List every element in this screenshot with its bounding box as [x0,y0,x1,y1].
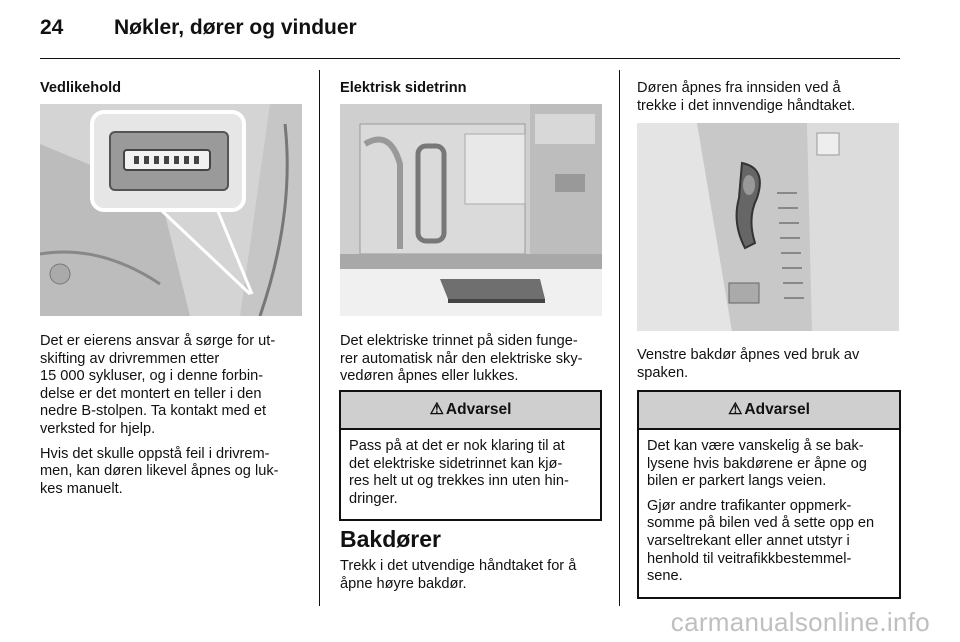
heading-vedlikehold: Vedlikehold [40,80,122,96]
figure-belt-counter [40,104,302,316]
warning-box-step [339,390,602,521]
column-divider-2 [619,70,620,606]
paragraph-belt-replacement: Det er eierens ansvar å sørge for ut- skifting av drivremmen etter 15 000 sykluser, og i denne forbin- delse er det montert en teller i den nedre B-stolpen. Ta kontakt med et verksted for hjelp. [40,333,276,437]
page-number: 24 [40,16,64,39]
page-title: Nøkler, dører og vinduer [114,16,357,39]
column-3-text [637,347,901,389]
warning-header: ⚠ Advarsel [341,392,600,430]
paragraph-electric-step: Det elektriske trinnet på siden funge- rer automatisk når den elektriske sky- vedøren åpnes eller lukkes. [340,333,583,385]
warning-body: Pass på at det er nok klaring til at det elektriske sidetrinnet kan kjø- res helt ut og trekkes inn uten hin- dringer. [349,438,569,507]
column-2-text [340,333,602,393]
warning-body: Det kan være vanskelig å se bak- lysene hvis bakdørene er åpne og bilen er parkert langs veien. Gjør andre trafikanter oppmerk- somme på bilen ved å sette opp en varseltrekant eller annet utstyr i henhold til veitrafikkbestemmel- sene. [647,438,875,585]
paragraph-left-door-lever: Venstre bakdør åpnes ved bruk av spaken. [637,347,860,381]
paragraph-belt-fault: Hvis det skulle oppstå feil i drivrem- men, kan døren likevel åpnes og luk- kes manuelt. [40,445,279,497]
header-rule [40,58,900,59]
column-3 [637,80,901,122]
warning-header: ⚠ Advarsel [639,392,899,430]
paragraph-rear-door: Trekk i det utvendige håndtaket for å åpne høyre bakdør. [340,558,577,592]
paragraph-inside-handle: Døren åpnes fra innsiden ved å trekke i det innvendige håndtaket. [637,80,856,114]
column-2 [340,80,602,98]
warning-triangle-icon: ⚠ [728,401,743,418]
heading-elektrisk-sidetrinn: Elektrisk sidetrinn [340,80,467,96]
figure-rear-door-lever [637,123,899,331]
column-divider-1 [319,70,320,606]
section-heading-bakdorer: Bakdører [340,526,441,552]
warning-box-rear-lights [637,390,901,599]
column-1 [40,80,304,98]
figure-electric-step [340,104,602,316]
column-1-text [40,333,304,505]
warning-triangle-icon: ⚠ [429,401,444,418]
watermark: carmanualsonline.info [670,607,930,637]
